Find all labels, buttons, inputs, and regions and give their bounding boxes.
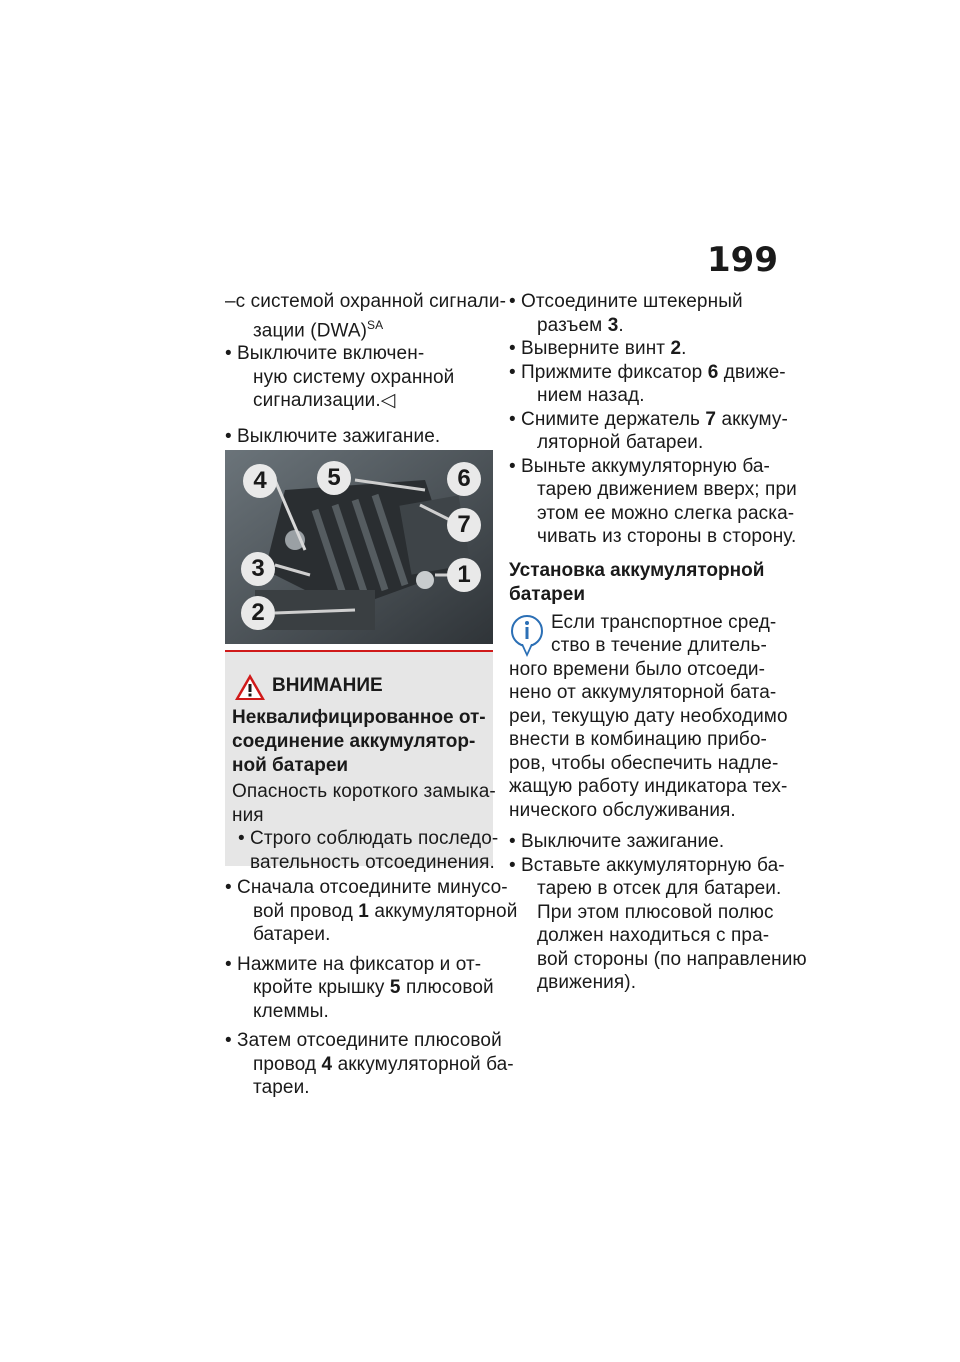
warning-body: Опасность короткого замыка- ния • Строго соблюдать последо- вательность отсоединения. [232, 781, 499, 873]
step-disconnect-plus: • Затем отсоедините плюсовой провод 4 аккумуляторной ба- тареи. [225, 1030, 514, 1098]
step-ignition-off-2: • Выключите зажигание. [509, 831, 725, 852]
photo-callout-1: 1 [447, 558, 481, 592]
photo-callout-6: 6 [447, 462, 481, 496]
photo-callout-3: 3 [241, 552, 275, 586]
step-holder: • Снимите держатель 7 аккуму- ляторной батареи. [509, 408, 788, 453]
page-number: 199 [707, 240, 778, 280]
step-screw: • Выверните винт 2. [509, 338, 687, 359]
photo-callout-7: 7 [447, 508, 481, 542]
intro-line-1: –с системой охранной сигнали- [225, 291, 506, 312]
right-column [509, 290, 807, 1001]
battery-compartment-photo [225, 450, 493, 644]
step-insert-battery: • Вставьте аккумуляторную ба- тарею в отсек для батареи. При этом плюсовой полюс должен находиться с пра- вой стороны (по направлению движения). [509, 854, 807, 993]
warning-triangle-icon [233, 672, 267, 702]
step-remove-battery: • Выньте аккумуляторную ба- тарею движением вверх; при этом ее можно слегка раска- чивать из стороны в сторону. [509, 455, 797, 547]
photo-callout-5: 5 [317, 461, 351, 495]
info-note: Если транспортное сред- ство в течение длитель- ного времени было отсоеди- нено от аккумуляторной бата- реи, текущую дату необходимо внести в комбинацию прибо- ров, чтобы обеспечить надле- жащую работу индикатора тех- нического обслуживания. [509, 611, 788, 821]
step-connector: • Отсоедините штекерный разъем 3. [509, 291, 743, 336]
section-heading-install: Установка аккумуляторной батареи [509, 559, 765, 605]
step-latch: • Прижмите фиксатор 6 движе- нием назад. [509, 361, 786, 406]
step-disarm: • Выключите включен- ную систему охранной сигнализации.◁ [225, 343, 455, 412]
photo-callout-4: 4 [243, 464, 277, 498]
warning-heading: Неквалифицированное от- соединение аккумулятор- ной батареи [232, 707, 486, 776]
step-open-cover: • Нажмите на фиксатор и от- кройте крышку 5 плюсовой клеммы. [225, 953, 494, 1022]
photo-callout-2: 2 [241, 596, 275, 630]
warning-title: ВНИМАНИЕ [272, 675, 383, 696]
step-ignition-off: • Выключите зажигание. [225, 425, 441, 447]
info-icon [509, 613, 545, 659]
intro-line-2: зации (DWA)$^{SA}$ [253, 317, 384, 341]
step-disconnect-minus: • Сначала отсоедините минусо- вой провод 1 аккумуляторной батареи. [225, 877, 518, 945]
left-column-steps [225, 876, 518, 1106]
left-column [225, 290, 506, 454]
